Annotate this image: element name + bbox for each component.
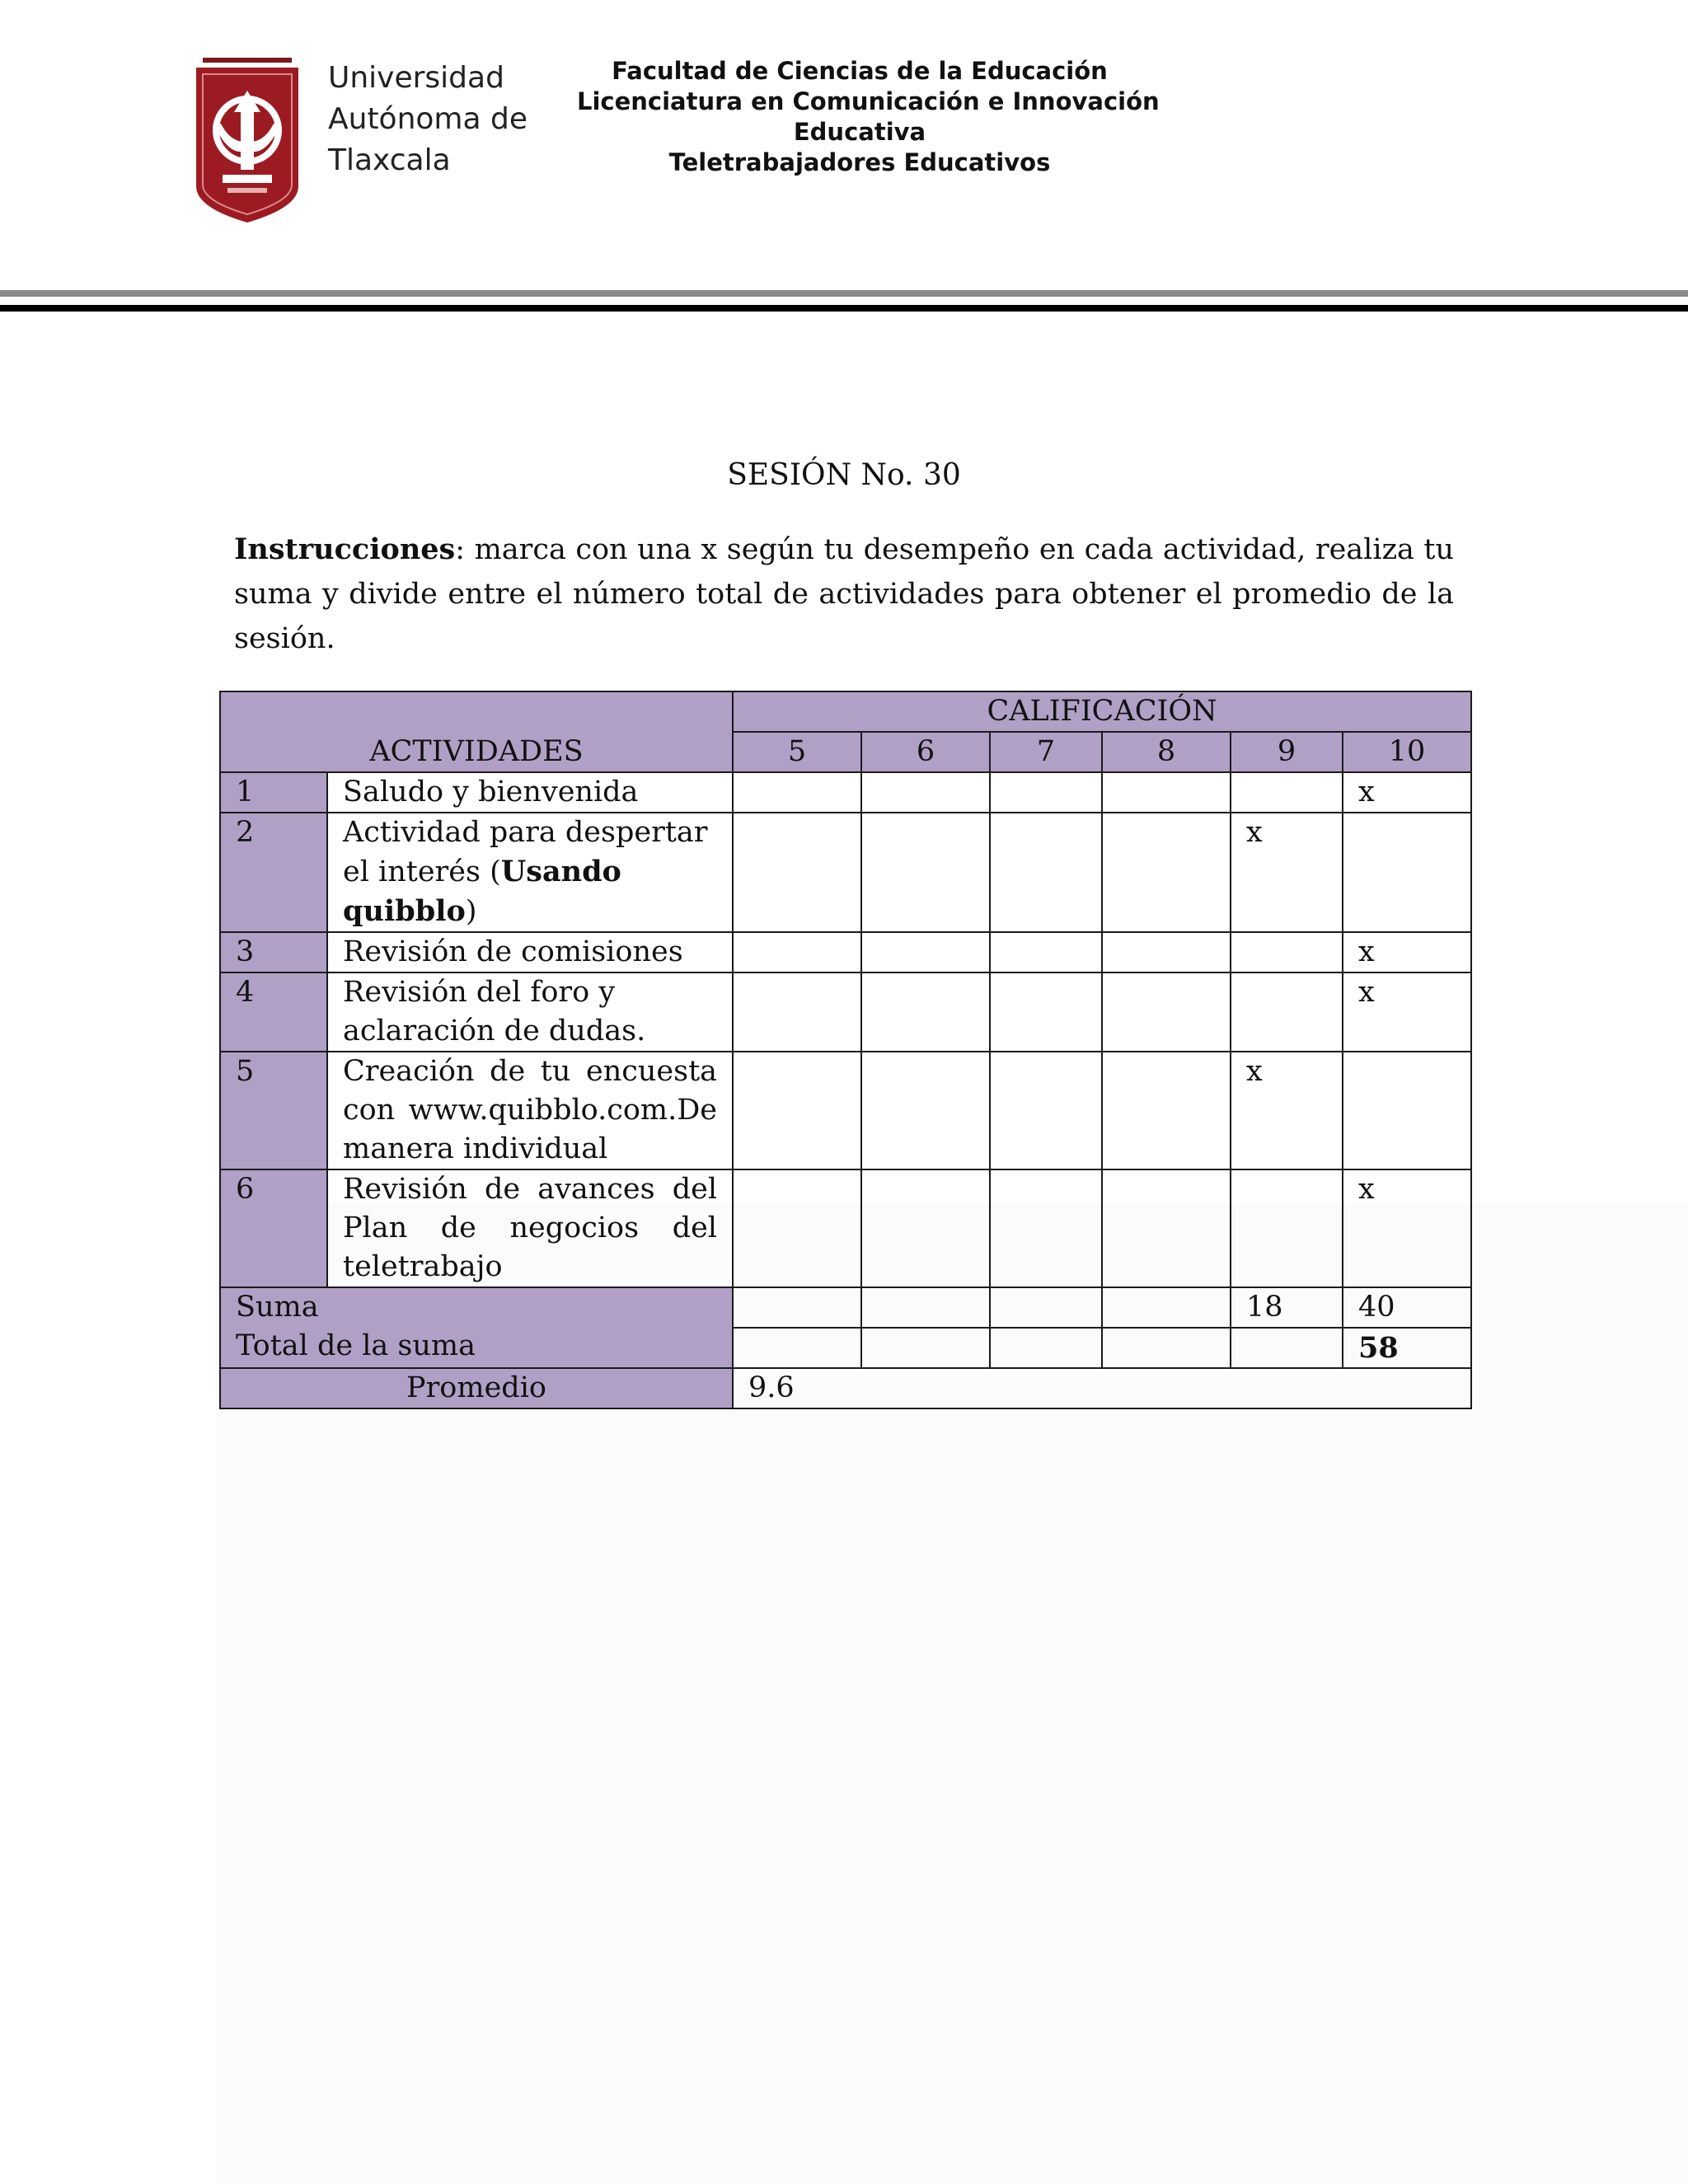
university-name: Universidad Autónoma de Tlaxcala — [328, 61, 528, 177]
grade-cell[interactable] — [733, 772, 861, 813]
suma-cell[interactable] — [1102, 1287, 1231, 1328]
grade-cell[interactable] — [1231, 772, 1343, 813]
grade-column-5: 5 — [733, 732, 861, 772]
grade-cell[interactable] — [1102, 1169, 1231, 1287]
grade-cell[interactable] — [861, 932, 990, 972]
total-cell[interactable]: 58 — [1343, 1328, 1471, 1368]
activity-cell: Revisión de avances del Plan de negocios del teletrabajo — [327, 1169, 733, 1287]
row-number: 3 — [220, 932, 327, 972]
table-row — [220, 813, 1471, 932]
header-rule-black — [0, 305, 1688, 312]
total-cell[interactable] — [990, 1328, 1102, 1368]
instructions-text: : marca con una x según tu desempeño en cada actividad, realiza tu suma y divide entre el número total de actividades para obtener el promedio de la sesión. — [234, 533, 1454, 655]
grade-cell[interactable] — [861, 813, 990, 932]
session-title: SESIÓN No. 30 — [727, 458, 961, 492]
grade-cell[interactable] — [733, 972, 861, 1052]
activities-header: ACTIVIDADES — [220, 691, 733, 772]
grade-cell[interactable] — [733, 932, 861, 972]
grade-cell[interactable] — [1102, 772, 1231, 813]
suma-cell[interactable]: 18 — [1231, 1287, 1343, 1328]
grade-cell[interactable] — [1343, 813, 1471, 932]
grade-cell[interactable] — [861, 1169, 990, 1287]
row-number: 1 — [220, 772, 327, 813]
grade-cell[interactable] — [1231, 1169, 1343, 1287]
total-cell[interactable] — [861, 1328, 990, 1368]
row-number: 4 — [220, 972, 327, 1052]
grade-column-9: 9 — [1231, 732, 1343, 772]
grade-cell[interactable]: x — [1231, 1052, 1343, 1169]
grade-cell[interactable]: x — [1231, 813, 1343, 932]
suma-cell[interactable]: 40 — [1343, 1287, 1471, 1328]
row-number: 2 — [220, 813, 327, 932]
university-shield-emblem-icon — [191, 54, 303, 226]
suma-row — [220, 1287, 1471, 1328]
activity-cell: Revisión de comisiones — [327, 932, 733, 972]
grade-cell[interactable] — [1231, 932, 1343, 972]
promedio-row — [220, 1368, 1471, 1408]
grade-cell[interactable] — [990, 972, 1102, 1052]
table-row — [220, 1169, 1471, 1287]
suma-cell[interactable] — [861, 1287, 990, 1328]
grade-cell[interactable] — [1231, 972, 1343, 1052]
grade-cell[interactable] — [1102, 1052, 1231, 1169]
row-number: 6 — [220, 1169, 327, 1287]
instructions-label: Instrucciones — [234, 532, 456, 566]
grade-cell[interactable]: x — [1343, 932, 1471, 972]
grade-column-7: 7 — [990, 732, 1102, 772]
grade-cell[interactable] — [990, 772, 1102, 813]
activity-cell: Revisión del foro y aclaración de dudas. — [327, 972, 733, 1052]
total-cell[interactable] — [1231, 1328, 1343, 1368]
promedio-value[interactable]: 9.6 — [733, 1368, 1471, 1408]
table-row — [220, 972, 1471, 1052]
grade-header: CALIFICACIÓN — [733, 691, 1471, 732]
grade-cell[interactable] — [990, 1169, 1102, 1287]
grade-cell[interactable] — [1102, 813, 1231, 932]
total-cell[interactable] — [1102, 1328, 1231, 1368]
suma-cell[interactable] — [990, 1287, 1102, 1328]
grade-cell[interactable]: x — [1343, 1169, 1471, 1287]
instructions-paragraph — [234, 527, 1454, 661]
quibblo-link[interactable]: www.quibblo.com. — [408, 1094, 678, 1127]
total-cell[interactable] — [733, 1328, 861, 1368]
table-header-row — [220, 691, 1471, 732]
table-row — [220, 932, 1471, 972]
grade-column-8: 8 — [1102, 732, 1231, 772]
grade-cell[interactable] — [861, 772, 990, 813]
grade-cell[interactable]: x — [1343, 772, 1471, 813]
grade-cell[interactable] — [990, 813, 1102, 932]
grades-table — [219, 691, 1472, 1409]
suma-cell[interactable] — [733, 1287, 861, 1328]
activity-cell: Saludo y bienvenida — [327, 772, 733, 813]
suma-label: Suma — [236, 1291, 319, 1324]
table-row — [220, 772, 1471, 813]
activity-cell: Creación de tu encuesta con www.quibblo.com.De manera individual — [327, 1052, 733, 1169]
total-label: Total de la suma — [236, 1329, 476, 1362]
table-row — [220, 1052, 1471, 1169]
row-number: 5 — [220, 1052, 327, 1169]
suma-labels — [220, 1287, 733, 1368]
grade-cell[interactable] — [733, 813, 861, 932]
grade-cell[interactable] — [1343, 1052, 1471, 1169]
grade-cell[interactable] — [1102, 972, 1231, 1052]
grade-cell[interactable] — [733, 1052, 861, 1169]
grade-cell[interactable] — [990, 1052, 1102, 1169]
promedio-label: Promedio — [220, 1368, 733, 1408]
grade-cell[interactable] — [861, 1052, 990, 1169]
grade-column-10: 10 — [1343, 732, 1471, 772]
grade-cell[interactable] — [990, 932, 1102, 972]
faculty-heading: Facultad de Ciencias de la Educación Licenciatura en Comunicación e Innovación Educativa Teletrabajadores Educativos — [577, 57, 1160, 176]
grade-cell[interactable] — [1102, 932, 1231, 972]
grade-cell[interactable] — [861, 972, 990, 1052]
header-rule-grey — [0, 290, 1688, 297]
grade-cell[interactable]: x — [1343, 972, 1471, 1052]
grade-cell[interactable] — [733, 1169, 861, 1287]
grade-column-6: 6 — [861, 732, 990, 772]
activity-cell: Actividad para despertar el interés (Usando quibblo) — [327, 813, 733, 932]
